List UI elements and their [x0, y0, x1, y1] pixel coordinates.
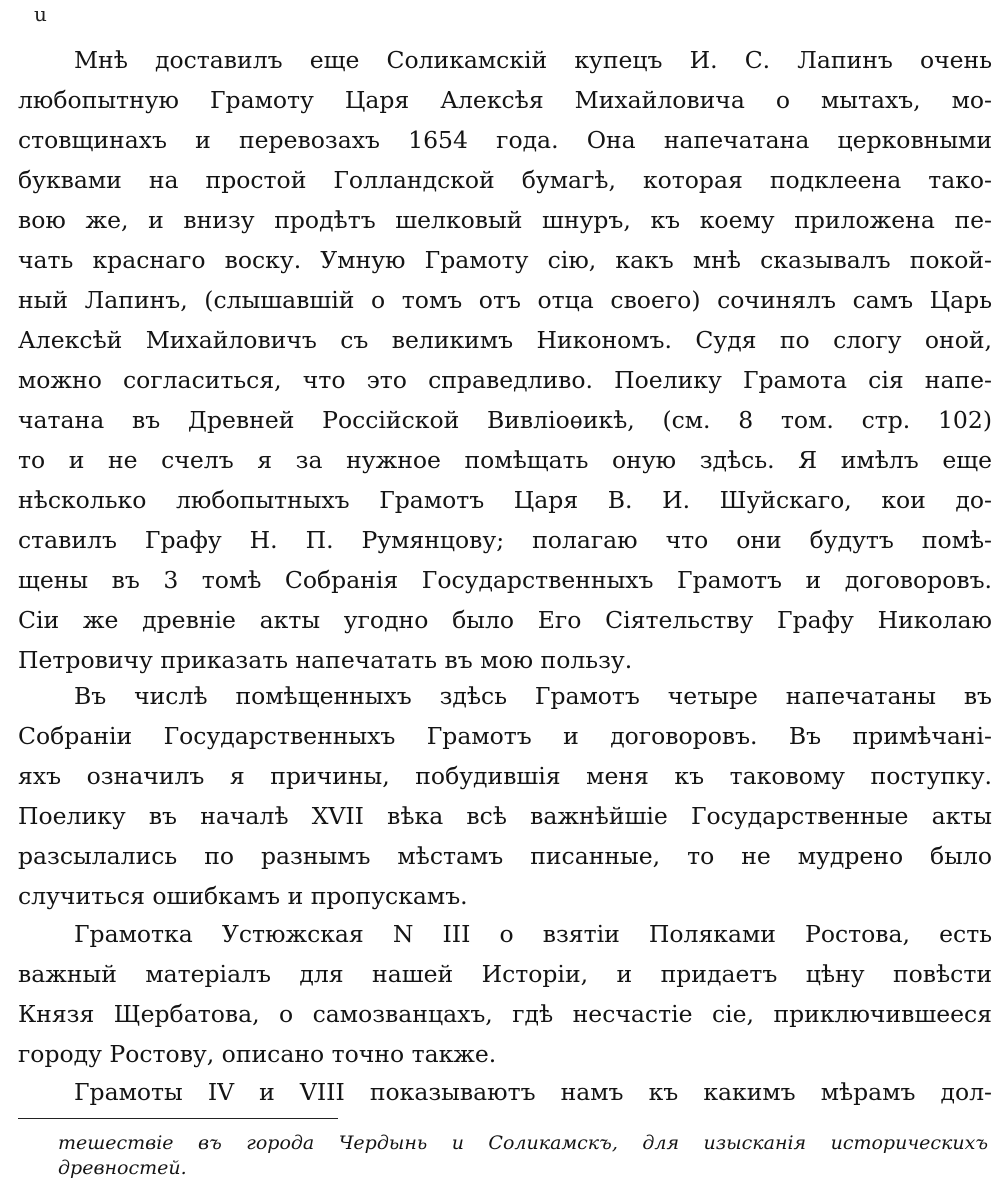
paragraph-4: [18, 1072, 992, 1112]
text-line: вою же, и внизу продѣтъ шелковый шнуръ, къ коему приложена пе-: [18, 206, 992, 234]
text-line: Сіи же древніе акты угодно было Его Сіятельству Графу Николаю: [18, 606, 992, 634]
paragraph-1: [18, 40, 992, 680]
text-line: чать краснаго воску. Умную Грамоту сію, какъ мнѣ сказывалъ покой-: [18, 246, 992, 274]
text-line: Мнѣ доставилъ еще Соликамскій купецъ И. С. Лапинъ очень: [74, 46, 992, 74]
footnote-rule: [18, 1118, 338, 1119]
text-line: важный матеріалъ для нашей Исторіи, и придаетъ цѣну повѣсти: [18, 960, 992, 988]
text-line: случиться ошибкамъ и пропускамъ.: [18, 882, 468, 910]
footnote: [58, 1131, 988, 1181]
text-line: городу Ростову, описано точно также.: [18, 1040, 497, 1068]
text-line: Грамотка Устюжская N III о взятіи Поляками Ростова, есть: [74, 920, 992, 948]
footnote-line: тешествіе въ города Чердынь и Соликамскъ, для изысканія историческихъ: [58, 1132, 988, 1154]
text-line: разсылались по разнымъ мѣстамъ писанные, то не мудрено было: [18, 842, 992, 870]
text-line: стовщинахъ и перевозахъ 1654 года. Она напечатана церковными: [18, 126, 992, 154]
text-line: то и не счелъ я за нужное помѣщать оную здѣсь. Я имѣлъ еще: [18, 446, 992, 474]
text-line: Поелику въ началѣ XVII вѣка всѣ важнѣйшіе Государственные акты: [18, 802, 992, 830]
text-line: Алексѣй Михайловичъ съ великимъ Никономъ. Судя по слогу оной,: [18, 326, 992, 354]
text-line: нѣсколько любопытныхъ Грамотъ Царя В. И. Шуйскаго, кои до-: [18, 486, 992, 514]
text-line: ставилъ Графу Н. П. Румянцову; полагаю что они будутъ помѣ-: [18, 526, 992, 554]
footnote-line: древностей.: [58, 1157, 187, 1179]
text-line: любопытную Грамоту Царя Алексѣя Михайловича о мытахъ, мо-: [18, 86, 992, 114]
text-line: можно согласиться, что это справедливо. Поелику Грамота сія напе-: [18, 366, 992, 394]
text-line: чатана въ Древней Россійской Вивліоѳикѣ, (см. 8 том. стр. 102): [18, 406, 992, 434]
text-line: ный Лапинъ, (слышавшій о томъ отъ отца своего) сочинялъ самъ Царь: [18, 286, 992, 314]
text-line: Собраніи Государственныхъ Грамотъ и договоровъ. Въ примѣчані-: [18, 722, 992, 750]
text-line: яхъ означилъ я причины, побудившія меня къ таковому поступку.: [18, 762, 992, 790]
text-line: Петровичу приказать напечатать въ мою пользу.: [18, 646, 633, 674]
text-line: буквами на простой Голландской бумагѣ, которая подклеена тако-: [18, 166, 992, 194]
text-line: Грамоты IV и VIII показываютъ намъ къ какимъ мѣрамъ дол-: [74, 1078, 992, 1106]
page-number: u: [34, 2, 47, 26]
text-line: Князя Щербатова, о самозванцахъ, гдѣ несчастіе сіе, приключившееся: [18, 1000, 992, 1028]
text-line: щены въ 3 томѣ Собранія Государственныхъ Грамотъ и договоровъ.: [18, 566, 992, 594]
paragraph-2: [18, 676, 992, 916]
paragraph-3: [18, 914, 992, 1074]
text-line: Въ числѣ помѣщенныхъ здѣсь Грамотъ четыре напечатаны въ: [74, 682, 992, 710]
